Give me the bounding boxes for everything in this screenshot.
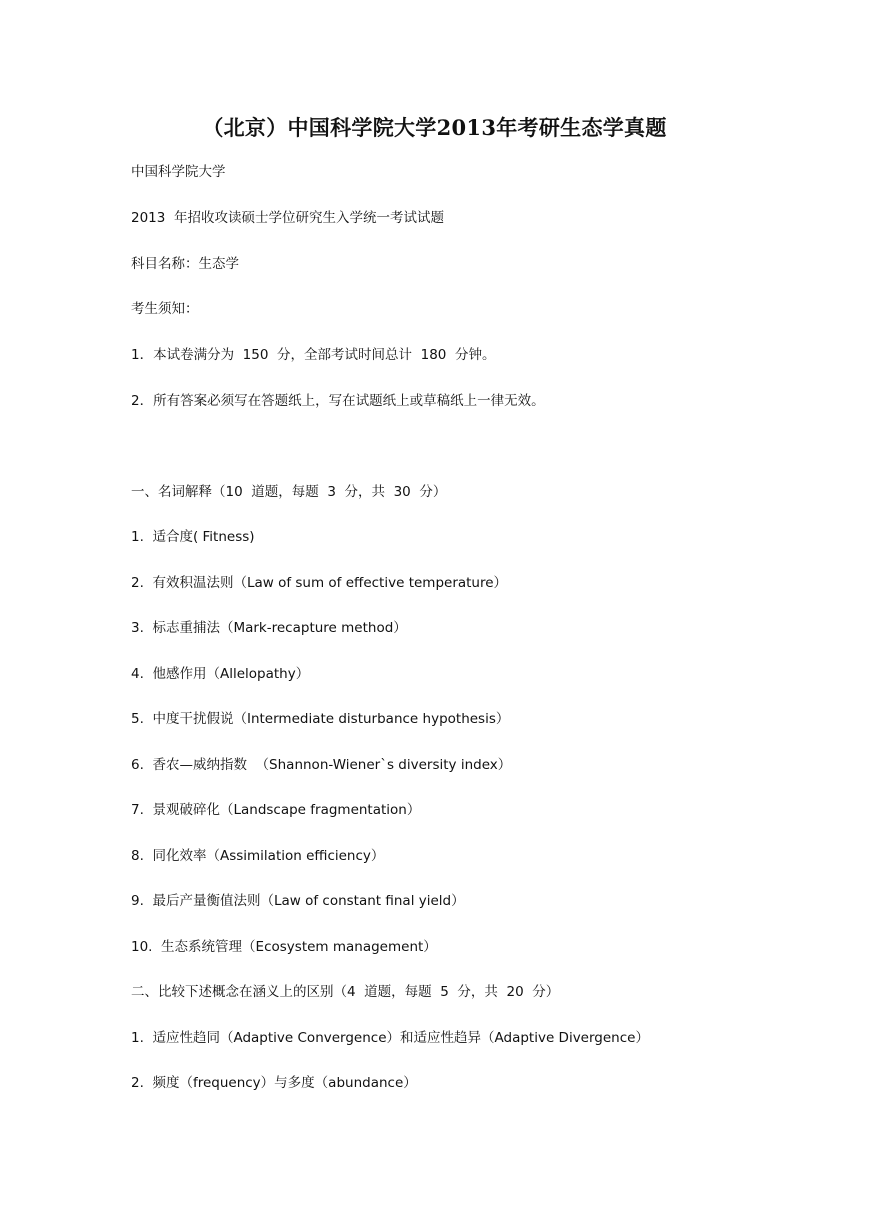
section-1-item: 5. 中度干扰假说（Intermediate disturbance hypothesis） [131, 711, 510, 727]
exam-name: 2013 年招收攻读硕士学位研究生入学统一考试试题 [131, 210, 444, 226]
section-2-heading: 二、比较下述概念在涵义上的区别（4 道题，每题 5 分，共 20 分） [131, 984, 560, 1000]
section-1-heading: 一、名词解释（10 道题，每题 3 分，共 30 分） [131, 484, 447, 500]
subject-line: 科目名称：生态学 [131, 256, 239, 272]
section-1-item: 6. 香农—威纳指数 （Shannon-Wiener`s diversity index） [131, 757, 512, 773]
notice-heading: 考生须知： [131, 301, 199, 317]
section-1-item: 3. 标志重捕法（Mark-recapture method） [131, 620, 407, 636]
section-1-item: 8. 同化效率（Assimilation efficiency） [131, 848, 385, 864]
section-1-item: 7. 景观破碎化（Landscape fragmentation） [131, 802, 421, 818]
section-2-item: 1. 适应性趋同（Adaptive Convergence）和适应性趋异（Adaptive Divergence） [131, 1030, 649, 1046]
section-1-item: 2. 有效积温法则（Law of sum of effective temperature） [131, 575, 508, 591]
university-name: 中国科学院大学 [131, 164, 226, 180]
section-1-item: 4. 他感作用（Allelopathy） [131, 666, 310, 682]
notice-item-1: 1．本试卷满分为 150 分，全部考试时间总计 180 分钟。 [131, 347, 496, 363]
section-1-item: 10. 生态系统管理（Ecosystem management） [131, 939, 437, 955]
section-1-item: 9. 最后产量衡值法则（Law of constant final yield） [131, 893, 465, 909]
section-1-item: 1. 适合度( Fitness) [131, 529, 255, 545]
notice-item-2: 2．所有答案必须写在答题纸上，写在试题纸上或草稿纸上一律无效。 [131, 393, 545, 409]
section-2-item: 2. 频度（frequency）与多度（abundance） [131, 1075, 417, 1091]
document-title: （北京）中国科学院大学2013年考研生态学真题 [202, 115, 667, 140]
